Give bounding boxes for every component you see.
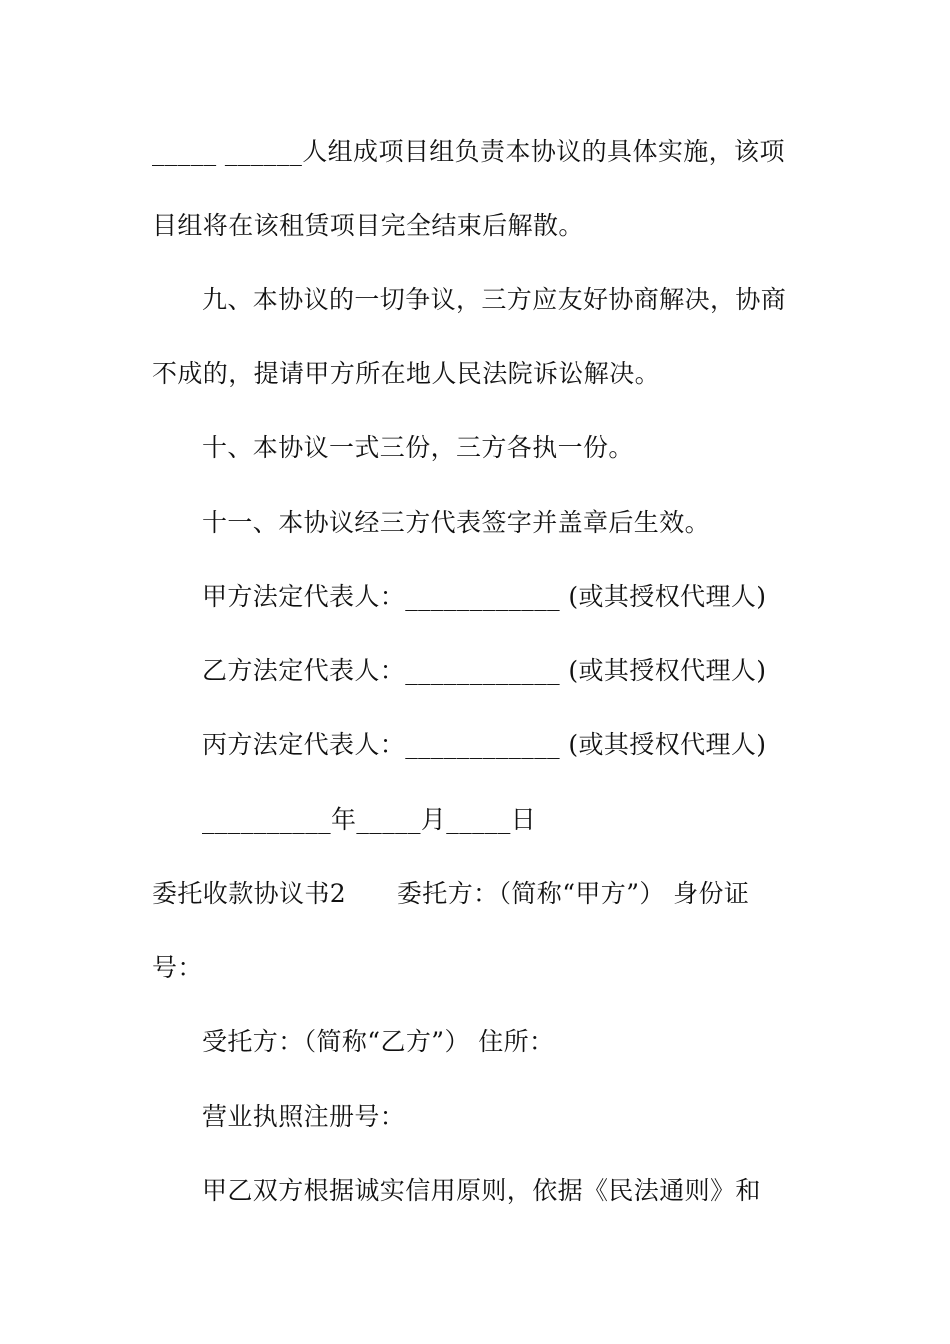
line-text: 委托收款协议书2 委托方：（简称“甲方”） 身份证 <box>152 879 750 908</box>
clause-nine-continued <box>152 358 810 390</box>
line-text: 目组将在该租赁项目完全结束后解散。 <box>152 211 584 240</box>
clause-nine <box>202 284 810 316</box>
signature-party-a <box>202 581 810 613</box>
agreement-basis-line <box>202 1175 810 1207</box>
text-line-project-team <box>152 136 810 168</box>
text-line-dissolve <box>152 210 810 242</box>
line-text: 丙方法定代表人：____________ (或其授权代理人) <box>202 730 767 759</box>
business-license-line <box>202 1101 810 1133</box>
line-text: 营业执照注册号： <box>202 1102 406 1131</box>
line-text: 甲方法定代表人：____________ (或其授权代理人) <box>202 582 767 611</box>
clause-ten <box>202 432 810 464</box>
second-agreement-title <box>152 878 810 910</box>
line-text: 甲乙双方根据诚实信用原则，依据《民法通则》和 <box>202 1176 761 1205</box>
line-text: 号： <box>152 953 203 982</box>
line-text: 受托方：（简称“乙方”） 住所： <box>202 1027 555 1056</box>
date-line <box>202 804 810 836</box>
line-text: 十、本协议一式三份，三方各执一份。 <box>202 433 634 462</box>
signature-party-c <box>202 729 810 761</box>
trustee-line <box>202 1026 810 1058</box>
line-text: _____ ______人组成项目组负责本协议的具体实施，该项 <box>152 137 785 166</box>
line-text: 九、本协议的一切争议，三方应友好协商解决，协商 <box>202 285 787 314</box>
signature-party-b <box>202 655 810 687</box>
line-text: __________年_____月_____日 <box>202 805 537 834</box>
line-text: 乙方法定代表人：____________ (或其授权代理人) <box>202 656 767 685</box>
line-text: 不成的，提请甲方所在地人民法院诉讼解决。 <box>152 359 661 388</box>
clause-eleven <box>202 507 810 539</box>
id-number-label <box>152 952 810 984</box>
line-text: 十一、本协议经三方代表签字并盖章后生效。 <box>202 508 711 537</box>
